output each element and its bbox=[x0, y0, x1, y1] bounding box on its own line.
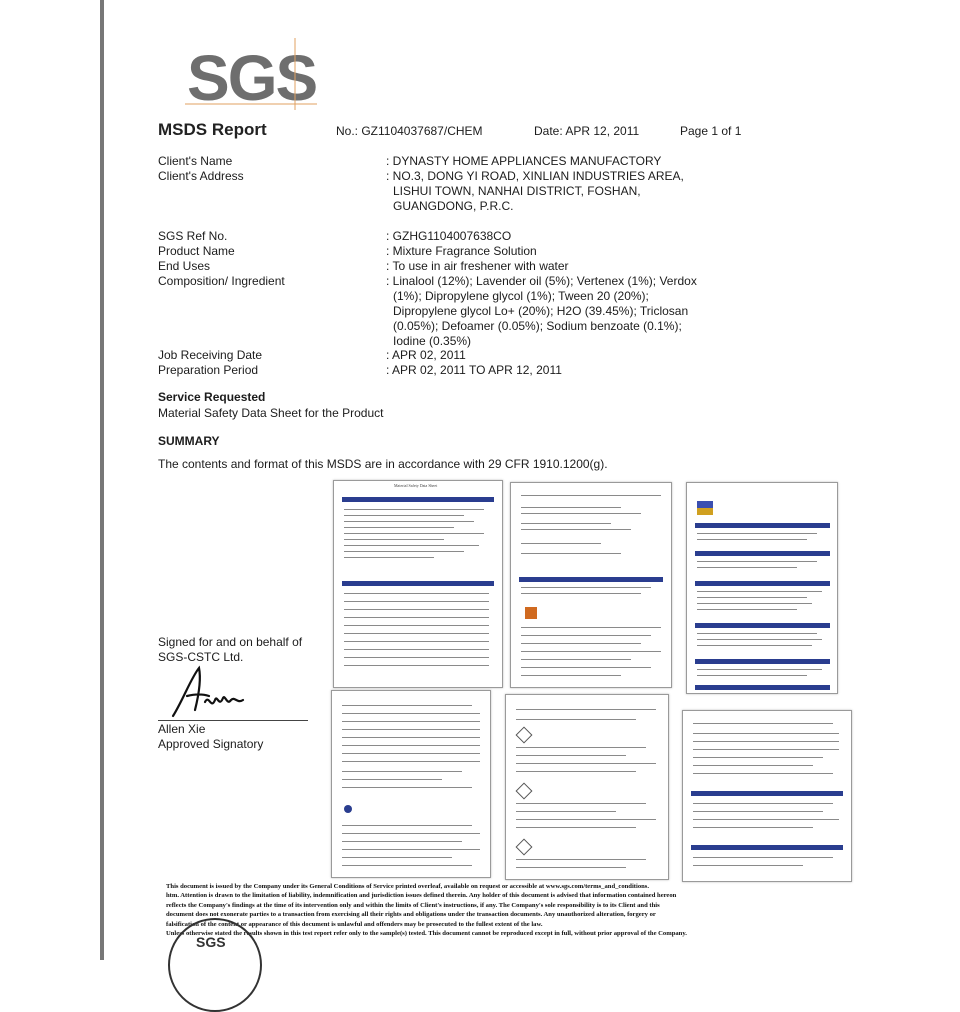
disclaimer-line-3: reflects the Company's findings at the time of its intervention only and within the limits of Client's instructions, if any. The Company's sole responsibility is to its Client and this bbox=[166, 901, 660, 909]
msds-thumbnail-page-3 bbox=[686, 482, 838, 694]
report-title: MSDS Report bbox=[158, 120, 267, 139]
sgs-logo bbox=[185, 38, 320, 110]
composition-line-3: Dipropylene glycol Lo+ (20%); H2O (39.45%); Triclosan bbox=[393, 304, 689, 318]
signed-on-behalf-line-2: SGS-CSTC Ltd. bbox=[158, 650, 244, 664]
disclaimer-line-2: htm. Attention is drawn to the limitation of liability, indemnification and jurisdiction issues defined therein. Any holder of this document is advised that information contained hereon bbox=[166, 892, 677, 900]
service-requested-text: Material Safety Data Sheet for the Product bbox=[158, 406, 384, 420]
msds-thumbnail-page-5 bbox=[505, 694, 669, 880]
client-name-label: Client's Name bbox=[158, 154, 233, 168]
disclaimer-line-6: Unless otherwise stated the results shown in this test report refer only to the sample(s) tested. This document cannot be reproduced except in full, without prior approval of the Company. bbox=[166, 930, 687, 938]
signatory-name: Allen Xie bbox=[158, 722, 206, 736]
job-receiving-date-value: : APR 02, 2011 bbox=[386, 348, 466, 362]
end-uses-label: End Uses bbox=[158, 259, 211, 273]
preparation-period-value: : APR 02, 2011 TO APR 12, 2011 bbox=[386, 363, 562, 377]
report-number: No.: GZ1104037687/CHEM bbox=[336, 124, 483, 138]
sgs-ref-label: SGS Ref No. bbox=[158, 229, 228, 243]
product-name-value: : Mixture Fragrance Solution bbox=[386, 244, 537, 258]
msds-thumbnail-page-2 bbox=[510, 482, 672, 688]
msds-thumbnail-page-1 bbox=[333, 480, 503, 688]
composition-line-4: (0.05%); Defoamer (0.05%); Sodium benzoate (0.1%); bbox=[393, 319, 682, 333]
summary-text: The contents and format of this MSDS are in accordance with 29 CFR 1910.1200(g). bbox=[158, 457, 608, 471]
signatory-title: Approved Signatory bbox=[158, 737, 264, 751]
disclaimer-line-1: This document is issued by the Company under its General Conditions of Service printed overleaf, available on request or accessible at www.sgs.com/terms_and_conditions. bbox=[166, 883, 650, 890]
sgs-stamp bbox=[168, 918, 262, 1012]
client-address-line-3: GUANGDONG, P.R.C. bbox=[393, 199, 514, 213]
sgs-ref-value: : GZHG1104007638CO bbox=[386, 229, 512, 243]
sgs-logo-text: SGS bbox=[187, 42, 317, 110]
report-header bbox=[158, 120, 798, 142]
report-date: Date: APR 12, 2011 bbox=[534, 124, 640, 138]
product-name-label: Product Name bbox=[158, 244, 235, 258]
job-receiving-date-label: Job Receiving Date bbox=[158, 348, 263, 362]
client-address-line-1: : NO.3, DONG YI ROAD, XINLIAN INDUSTRIES AREA, bbox=[386, 169, 684, 183]
composition-label: Composition/ Ingredient bbox=[158, 274, 285, 288]
disclaimer-line-4: document does not exonerate parties to a transaction from exercising all their rights and obligations under the transaction documents. Any unauthorized alteration, forgery or bbox=[166, 911, 656, 919]
service-requested-heading: Service Requested bbox=[158, 390, 266, 404]
page-border-line bbox=[100, 0, 104, 960]
signature-line bbox=[158, 720, 308, 721]
msds-thumbnail-page-6 bbox=[682, 710, 852, 882]
preparation-period-label: Preparation Period bbox=[158, 363, 259, 377]
client-name-value: : DYNASTY HOME APPLIANCES MANUFACTORY bbox=[386, 154, 662, 168]
disclaimer-line-5: falsification of the content or appearance of this document is unlawful and offenders may be prosecuted to the fullest extent of the law. bbox=[166, 920, 543, 928]
page-indicator: Page 1 of 1 bbox=[680, 124, 742, 138]
end-uses-value: : To use in air freshener with water bbox=[386, 259, 569, 273]
summary-heading: SUMMARY bbox=[158, 434, 220, 448]
handwritten-signature bbox=[165, 664, 255, 720]
legal-disclaimer bbox=[166, 882, 778, 938]
composition-line-2: (1%); Dipropylene glycol (1%); Tween 20 (20%); bbox=[393, 289, 649, 303]
client-address-label: Client's Address bbox=[158, 169, 244, 183]
composition-line-1: : Linalool (12%); Lavender oil (5%); Vertenex (1%); Verdox bbox=[386, 274, 697, 288]
composition-line-5: Iodine (0.35%) bbox=[393, 334, 472, 348]
signed-on-behalf-line-1: Signed for and on behalf of bbox=[158, 635, 303, 649]
msds-thumbnail-page-4 bbox=[331, 690, 491, 878]
thumbnail-title: Material Safety Data Sheet bbox=[394, 483, 438, 488]
sgs-stamp-text: SGS bbox=[196, 934, 226, 950]
client-address-line-2: LISHUI TOWN, NANHAI DISTRICT, FOSHAN, bbox=[393, 184, 641, 198]
